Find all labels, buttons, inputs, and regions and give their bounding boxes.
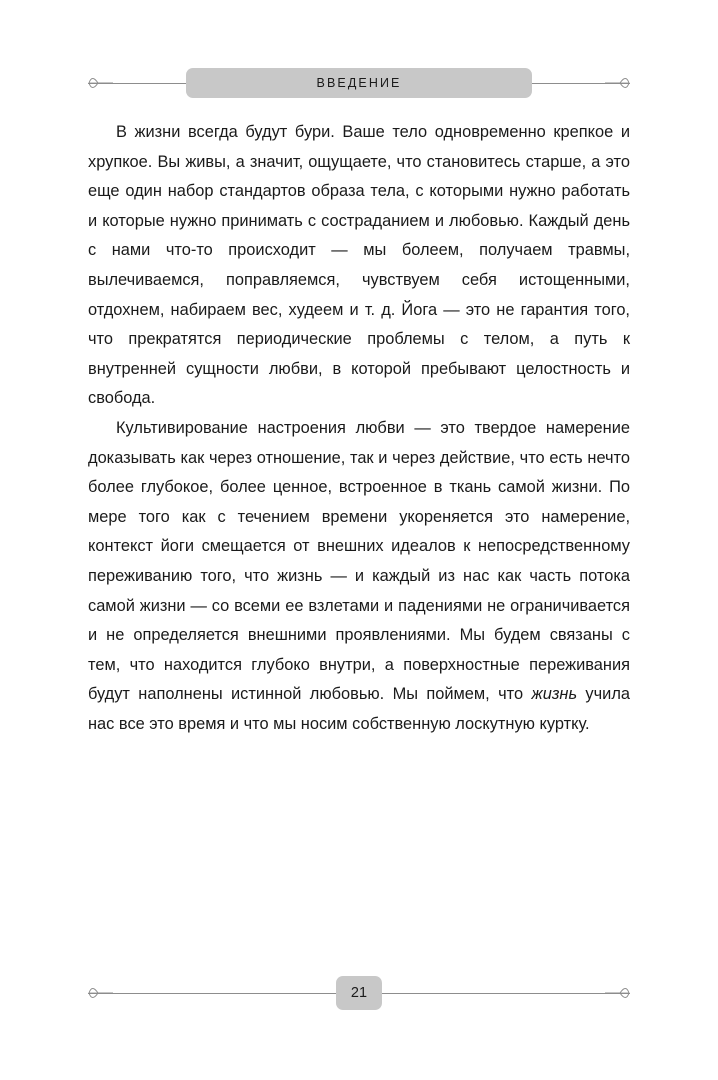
emphasized-word: жизнь bbox=[531, 685, 578, 704]
paragraph-text-part-2: учила нас все это время и что мы носим собственную лоскутную куртку. bbox=[88, 685, 631, 733]
body-content bbox=[88, 118, 630, 739]
leaf-ornament-icon bbox=[88, 75, 114, 91]
page-footer bbox=[88, 975, 630, 1011]
paragraph-text: В жизни всегда будут бури. Ваше тело одновременно крепкое и хрупкое. Вы живы, а значит, ощущаете, что становитесь старше, а это еще один набор стандартов образа тела, с которыми нужно работать и которые нужно принимать с состраданием и любовью. Каждый день с нами что-то происходит — мы болеем, получаем травмы, вылечиваемся, поправляемся, чувствуем себя истощенными, отдохнем, набираем вес, худеем и т. д. Йога — это не гарантия того, что прекратятся периодические проблемы с телом, а путь к внутренней сущности любви, в которой пребывают целостность и свобода. bbox=[88, 123, 630, 408]
leaf-ornament-icon bbox=[604, 985, 630, 1001]
paragraph bbox=[88, 414, 630, 740]
running-head bbox=[88, 68, 630, 98]
running-head-plate bbox=[186, 68, 532, 98]
page-number-plate bbox=[336, 976, 382, 1010]
paragraph-text-part-1: Культивирование настроения любви — это твердое намерение доказывать как через отношение, так и через действие, что есть нечто более глубокое, более ценное, встроенное в ткань самой жизни. По мере того как с течением времени укореняется это намерение, контекст йоги смещается от внешних идеалов к непосредственному переживанию того, что жизнь — и каждый из нас как часть потока самой жизни — со всеми ее взлетами и падениями не ограничивается и не определяется внешними проявлениями. Мы будем связаны с тем, что находится глубоко внутри, а поверхностные переживания будут наполнены истинной любовью. Мы поймем, что bbox=[88, 418, 630, 704]
page-number: 21 bbox=[350, 985, 368, 1001]
running-head-title: ВВЕДЕНИЕ bbox=[316, 76, 402, 90]
leaf-ornament-icon bbox=[604, 75, 630, 91]
paragraph bbox=[88, 118, 630, 414]
leaf-ornament-icon bbox=[88, 985, 114, 1001]
